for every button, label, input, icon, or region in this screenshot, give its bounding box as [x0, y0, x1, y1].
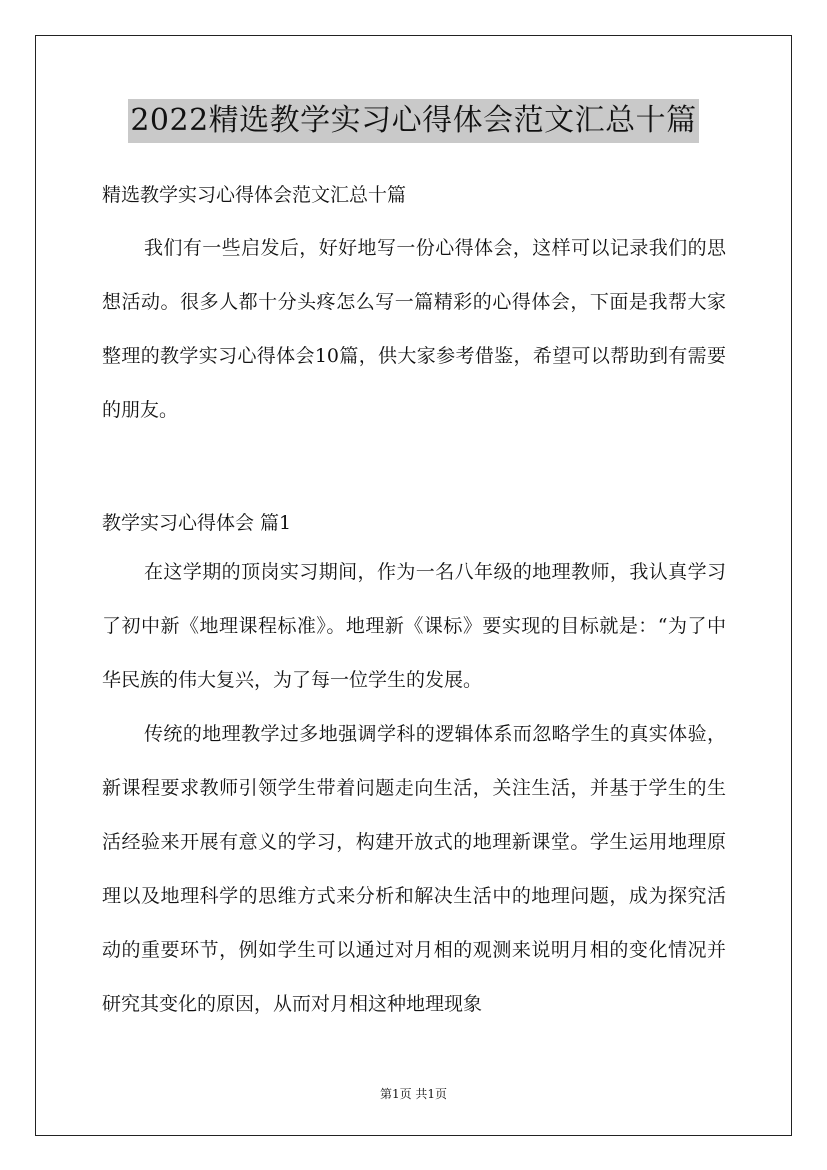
page-number-footer: 第1页 共1页 — [379, 1087, 448, 1101]
section-heading: 教学实习心得体会 篇1 — [102, 512, 292, 534]
body-paragraph-2: 传统的地理教学过多地强调学科的逻辑体系而忽略学生的真实体验，新课程要求教师引领学生带着问题走向生活，关注生活，并基于学生的生活经验来开展有意义的学习，构建开放式的地理新课堂。学生运用地理原理以及地理科学的思维方式来分析和解决生活中的地理问题，成为探究活动的重要环节，例如学生可以通过对月相的观测来说明月相的变化情况并研究其变化的原因，从而对月相这种地理现象 — [102, 723, 726, 1015]
body-paragraph-1: 在这学期的顶岗实习期间，作为一名八年级的地理教师，我认真学习了初中新《地理课程标准》。地理新《课标》要实现的目标就是：“为了中华民族的伟大复兴，为了每一位学生的发展。 — [102, 561, 726, 691]
intro-paragraph: 我们有一些启发后，好好地写一份心得体会，这样可以记录我们的思想活动。很多人都十分头疼怎么写一篇精彩的心得体会，下面是我帮大家整理的教学实习心得体会10篇，供大家参考借鉴，希望可以帮助到有需要的朋友。 — [102, 237, 726, 421]
document-title: 2022精选教学实习心得体会范文汇总十篇 — [128, 99, 698, 143]
title-container — [0, 99, 827, 143]
document-subtitle: 精选教学实习心得体会范文汇总十篇 — [102, 184, 407, 206]
